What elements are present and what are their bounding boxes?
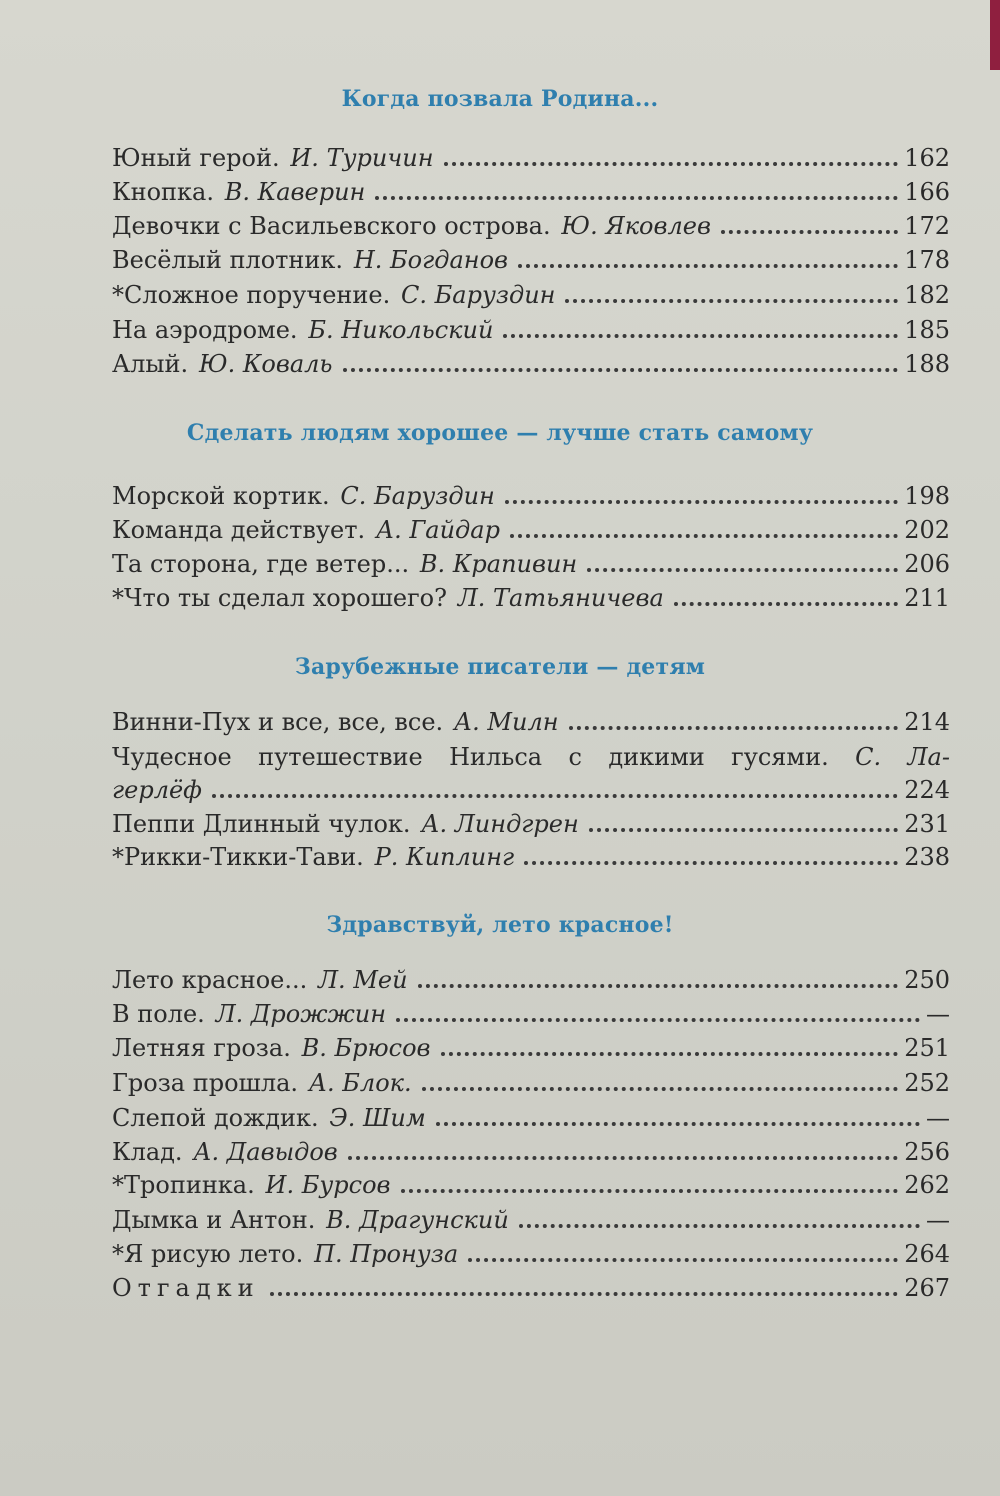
entry-author: Л. Мей <box>318 966 408 994</box>
entry-author: Ю. Коваль <box>198 350 333 378</box>
entry-title: *Сложное поручение. <box>112 281 391 309</box>
entry-author: С. Баруздин <box>340 482 495 510</box>
entry-author: Р. Киплинг <box>374 843 515 871</box>
toc-entry <box>112 1067 950 1099</box>
dot-leader <box>270 1292 899 1296</box>
entry-title: Винни-Пух и все, все, все. <box>112 708 444 736</box>
toc-entry <box>112 142 950 174</box>
dot-leader <box>436 1122 920 1126</box>
entry-author: С. Ла- <box>855 743 950 771</box>
entry-title: *Рикки-Тикки-Тави. <box>112 843 364 871</box>
entry-title: Чудесное путешествие Нильса с дикими гусями. <box>112 743 829 771</box>
dot-leader <box>396 1018 920 1022</box>
toc-entry <box>112 1102 950 1134</box>
entry-title: Юный герой. <box>112 144 280 172</box>
dot-leader <box>519 1224 920 1228</box>
entry-page: 251 <box>904 1034 950 1062</box>
entry-author: С. Баруздин <box>401 281 556 309</box>
toc-entry <box>112 841 950 873</box>
toc-entry <box>112 582 950 614</box>
entry-page: 224 <box>904 776 950 804</box>
entry-title: На аэродроме. <box>112 316 298 344</box>
dot-leader <box>418 984 899 988</box>
dot-leader <box>565 299 898 303</box>
page-corner-tab <box>990 0 1000 70</box>
entry-page: 252 <box>904 1069 950 1097</box>
entry-page: 206 <box>904 550 950 578</box>
toc-entry <box>112 279 950 311</box>
toc-entry <box>112 514 950 546</box>
entry-page: 198 <box>904 482 950 510</box>
toc-entry <box>112 1204 950 1236</box>
entry-page: — <box>926 1000 950 1028</box>
toc-entry <box>112 348 950 380</box>
entry-page: 188 <box>904 350 950 378</box>
toc-entry <box>112 1136 950 1168</box>
entry-title: *Я рисую лето. <box>112 1240 304 1268</box>
entry-title: В поле. <box>112 1000 205 1028</box>
entry-title: Алый. <box>112 350 189 378</box>
section-title-delat-horoshee: Сделать людям хорошее — лучше стать самому <box>186 420 814 446</box>
toc-entry <box>112 1272 950 1304</box>
entry-title: Та сторона, где ветер... <box>112 550 410 578</box>
entry-author: Л. Татьяничева <box>457 584 664 612</box>
entry-page: 238 <box>904 843 950 871</box>
entry-page: — <box>926 1206 950 1234</box>
entry-author: В. Брюсов <box>301 1034 431 1062</box>
entry-title: Морской кортик. <box>112 482 330 510</box>
entry-author: Н. Богданов <box>353 246 508 274</box>
entry-title: Команда действует. <box>112 516 366 544</box>
entry-page: 166 <box>904 178 950 206</box>
entry-title: Летняя гроза. <box>112 1034 291 1062</box>
entry-page: 264 <box>904 1240 950 1268</box>
dot-leader <box>721 230 898 234</box>
entry-author: А. Линдгрен <box>421 810 579 838</box>
entry-author: Б. Никольский <box>308 316 494 344</box>
entry-page: 267 <box>904 1274 950 1302</box>
toc-entry <box>112 998 950 1030</box>
entry-page: — <box>926 1104 950 1132</box>
entry-author: В. Драгунский <box>326 1206 509 1234</box>
entry-page: 178 <box>904 246 950 274</box>
toc-entry <box>112 1169 950 1201</box>
entry-title: *Что ты сделал хорошего? <box>112 584 447 612</box>
dot-leader <box>524 861 898 865</box>
entry-author: А. Гайдар <box>375 516 500 544</box>
toc-entry <box>112 548 950 580</box>
dot-leader <box>343 368 899 372</box>
entry-title: Дымка и Антон. <box>112 1206 316 1234</box>
entry-page: 231 <box>904 810 950 838</box>
toc-entry <box>112 176 950 208</box>
toc-entry <box>112 808 950 840</box>
entry-title: Лето красное... <box>112 966 308 994</box>
toc-entry <box>112 480 950 512</box>
toc-entry-wrapped-line <box>112 741 950 773</box>
entry-author: В. Крапивин <box>419 550 578 578</box>
entry-author: герлёф <box>112 776 202 804</box>
entry-page: 182 <box>904 281 950 309</box>
dot-leader <box>587 568 898 572</box>
entry-author: Ю. Яковлев <box>561 212 711 240</box>
toc-entry <box>112 210 950 242</box>
section-title-rodina: Когда позвала Родина... <box>341 86 659 112</box>
dot-leader <box>348 1156 898 1160</box>
entry-page: 172 <box>904 212 950 240</box>
entry-title: Слепой дождик. <box>112 1104 319 1132</box>
toc-entry <box>112 314 950 346</box>
dot-leader <box>510 534 898 538</box>
toc-entry <box>112 774 950 806</box>
entry-title: Пеппи Длинный чулок. <box>112 810 411 838</box>
dot-leader <box>569 726 899 730</box>
dot-leader <box>422 1087 899 1091</box>
dot-leader <box>505 500 898 504</box>
entry-page: 262 <box>904 1171 950 1199</box>
entry-page: 214 <box>904 708 950 736</box>
entry-author: В. Каверин <box>224 178 366 206</box>
dot-leader <box>503 334 898 338</box>
dot-leader <box>518 264 898 268</box>
entry-title: Кнопка. <box>112 178 214 206</box>
entry-page: 250 <box>904 966 950 994</box>
entry-title: Клад. <box>112 1138 183 1166</box>
toc-entry <box>112 964 950 996</box>
dot-leader <box>674 602 898 606</box>
entry-title: Весёлый плотник. <box>112 246 344 274</box>
entry-page: 256 <box>904 1138 950 1166</box>
toc-entry <box>112 1238 950 1270</box>
toc-entry <box>112 1032 950 1064</box>
entry-title: Девочки с Васильевского острова. <box>112 212 551 240</box>
dot-leader <box>468 1258 898 1262</box>
entry-page: 185 <box>904 316 950 344</box>
entry-author: А. Милн <box>453 708 559 736</box>
entry-author: Л. Дрожжин <box>215 1000 387 1028</box>
entry-page: 211 <box>904 584 950 612</box>
entry-page: 202 <box>904 516 950 544</box>
section-title-leto: Здравствуй, лето красное! <box>326 912 674 938</box>
entry-title: Гроза прошла. <box>112 1069 299 1097</box>
dot-leader <box>212 794 898 798</box>
entry-title: *Тропинка. <box>112 1171 255 1199</box>
entry-author: А. Блок. <box>308 1069 412 1097</box>
dot-leader <box>441 1052 899 1056</box>
dot-leader <box>375 196 898 200</box>
toc-entry <box>112 706 950 738</box>
entry-author: И. Бурсов <box>265 1171 391 1199</box>
entry-author: П. Пронуза <box>314 1240 459 1268</box>
toc-entry <box>112 244 950 276</box>
dot-leader <box>444 162 899 166</box>
entry-author: И. Туричин <box>290 144 434 172</box>
dot-leader <box>401 1189 899 1193</box>
section-title-zarubezhnye: Зарубежные писатели — детям <box>294 654 706 680</box>
entry-title: Отгадки <box>112 1274 260 1302</box>
entry-author: Э. Шим <box>329 1104 426 1132</box>
entry-page: 162 <box>904 144 950 172</box>
dot-leader <box>589 828 898 832</box>
entry-author: А. Давыдов <box>193 1138 338 1166</box>
